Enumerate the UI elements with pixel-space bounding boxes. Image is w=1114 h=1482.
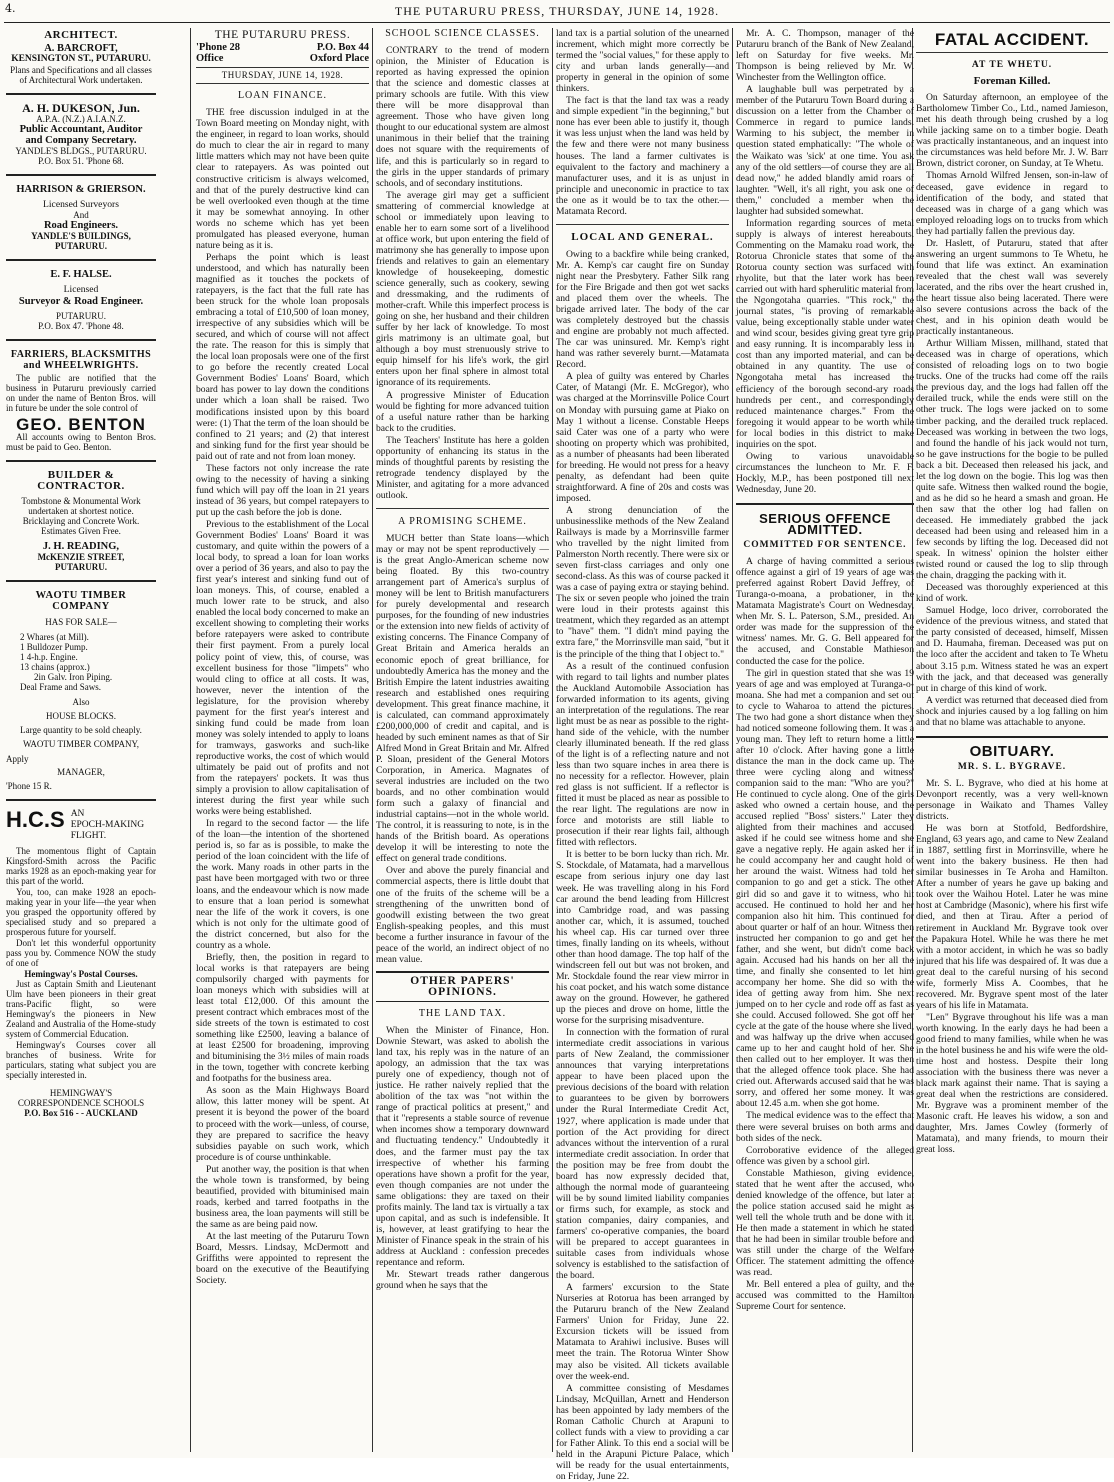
paper-title: THE PUTARURU PRESS. — [214, 29, 351, 41]
paragraph: The fact is that the land tax was a ready and simple expedient "in the beginning," but none has ever been able to justify it, though it was less unjust when the land was held by the few and there were not many business houses. The land a farmer cultivates is equivalent to the factory and machinery a manufacturer uses, and it is as unjust in principle and uneconomic in practice to tax the one as it would be to tax the other.—Matamata Record. — [556, 95, 729, 217]
paragraph: It is better to be born lucky than rich. Mr. S. Stockdale, of Matamata, had a marvellous escape from serious injury one day last week. He was travelling along in his Ford car around the bend leading from Hillcrest into Cambridge road, and was passing another car, which, it is assumed, touched his wheel cap. His car turned over three times, finally landing on its wheels, without other than hood damage. The top half of the windscreen fell out but was not broken, and Mr. Stockdale found the rear view mirror in his coat pocket, and his watch some distance away on the ground. However, he gathered up the pieces and drove on home, little the worse for the surprising misadventure. — [556, 849, 729, 1027]
ad-text: Licensed Surveyors — [43, 199, 119, 211]
phone-label: 'Phone 28 — [196, 42, 241, 54]
ad-text: WAOTU TIMBER COMPANY, — [22, 738, 140, 749]
ad-address: KENSINGTON ST., PUTARURU. — [11, 54, 151, 65]
divider — [6, 799, 156, 801]
ad-name: J. H. READING, — [42, 540, 120, 552]
paragraph: Dr. Haslett, of Putaruru, stated that after answering an urgent summons to Te Whetu, he found that life was extinct. An examination revealed that the chest wall was severely lacerated, and the ribs over the heart crushed in, the heart tissue also being lacerated. There were also severe contusions across the back of the chest, and in his opinion death would be practically instantaneous. — [916, 237, 1108, 338]
paragraph: The medical evidence was to the effect that there were several bruises on both arms and both sides of the neck. — [736, 1110, 914, 1144]
page-number: 4. — [5, 2, 16, 15]
ad-heading: ARCHITECT. — [44, 29, 118, 41]
ad-text: Licensed — [63, 284, 99, 296]
paragraph: On Saturday afternoon, an employee of the Bartholomew Timber Co., Ltd., named Jamieson, met his death through being crushed by a log while jacking same on to a timber bogie. Death was practically instantaneous, and an inquest into the circumstances was held before Mr. J. W. Barr Brown, district coroner, on Sunday, at Te Whetu. — [916, 92, 1108, 170]
article-subheading: COMMITTED FOR SENTENCE. — [743, 540, 907, 551]
office-label: Office — [196, 53, 224, 65]
list-item: 2 Whares (at Mill). — [20, 631, 89, 642]
ad-text: HAS FOR SALE— — [45, 616, 117, 627]
article-subheading: Foreman Killed. — [973, 75, 1051, 88]
ad-text: Also — [72, 696, 90, 707]
ad-heading-line: AN — [70, 808, 85, 819]
news-column-3 — [916, 28, 1108, 1456]
article-heading: A PROMISING SCHEME. — [398, 515, 527, 527]
ad-name: E. F. HALSE. — [50, 269, 112, 281]
section-heading: LOCAL AND GENERAL. — [571, 230, 714, 243]
paragraph: THE free discussion indulged in at the Town Board meeting on Monday night, with the engineer, in regard to loan works, should do much to clear the air in regard to many little matters which may not have been quite clear to ratepayers. As was pointed out constructive criticism is always welcomed, and that of the purely destructive kind can be well overlooked even though at the time it may be somewhat annoying. In other words no scheme which has yet been promulgated has pleased everyone, human nature being as it is. — [196, 107, 369, 251]
column-rule — [552, 28, 553, 1452]
paragraph: As soon as the Main Highways Board allow, this latter money will be spent. At present it is beyond the power of the board to proceed with the work—unless, of course, they are prepared to sacrifice the heavy subsidies payable on such work, which procedure is of course unthinkable. — [196, 1085, 369, 1163]
hcs-logo-icon: H.C.S — [6, 806, 65, 832]
office-value: Oxford Place — [309, 53, 369, 65]
ad-text: Plans and Specifications and all classes of Architectural Work undertaken. — [10, 65, 152, 86]
ad-name: A. BARCROFT, — [44, 43, 118, 55]
paragraph: Arthur William Missen, millhand, stated that deceased was in charge of operations, which consisted of reloading logs on to two bogie trucks. One of the trucks had come off the rails the previous day, and the logs had fallen off the derailed truck, while the ends were still on the other truck. The logs were jacked on to some timber packing, and the derailed truck replaced. Deceased was working in between the two logs, and found the handle of his jack would not turn, so he gave instructions for the bogie to be pulled back a bit. Deceased then released his jack, and let the log down on the bogie. This log was then quite safe. Witness then walked round the bogie, and as he did so he heard a smash and groan. He then saw that the other log had fallen on deceased. He immediately grabbed the jack deceased had been using and released him in a few seconds by lifting the log. Deceased did not speak. In witness' opinion the holster either twisted round or caused the log to slip through the chain, dragging the packing with it. — [916, 338, 1108, 582]
paragraph: Corroborative evidence of the alleged offence was given by a school girl. — [736, 1144, 914, 1167]
paragraph: These factors not only increase the rate owing to the necessity of having a sinking fund which will pay off the loan in 21 years instead of 36 years, but compel ratepayers to put up the cash before the job is done. — [196, 462, 369, 518]
paragraph: At the last meeting of the Putaruru Town Board, Messrs. Lindsay, McDermott and Griffiths were appointed to represent the board on the executive of the Beautifying Society. — [196, 1230, 369, 1287]
paragraph: A charge of having committed a serious offence against a girl of 19 years of age was preferred against Robert David Jeffrey, of Turanga-o-moana, a probationer, in the Matamata Magistrate's Court on Wednesday, when Mr. S. L. Paterson, S.M., presided. An order was made for the suppression of the witness' names. Mr. G. G. Bell appeared for the accused, and Constable Mathieson conducted the case for the police. — [736, 556, 914, 667]
paragraph: A committee consisting of Mesdames Lindsay, McQuillan, Arnett and Henderson has been appointed by lady members of the Roman Catholic Church at Arapuni to collect funds with a view to providing a car for Father Alink. To this end a social will be held in the Arapuni Picture Palace, which will be ready for the usual entertainments, on Friday, June 22. — [556, 1382, 729, 1482]
paragraph: "Len" Bygrave throughout his life was a man worth knowing. In the early days he had been a good friend to many families, while when he was in the hotel business he and his wife were the old-time host and hostess. Despite their long association with the business there was never a black mark against their name. That is saying a great deal when the restrictions are considered. Mr. Bygrave was a prominent member of the Masonic craft. He leaves his widow, a son and daughter, Mrs. James Cowley (formerly of Matamata), and many friends, to mourn their great loss. — [916, 1011, 1108, 1156]
list-item: Deal Frame and Saws. — [20, 681, 101, 692]
ad-text: Large quantity to be sold cheaply. — [20, 724, 142, 735]
paragraph: A strong denunciation of the unbusinesslike methods of the New Zealand Railways is made by a Morrinsville farmer who travelled by the night limited from Palmerston North recently. There were six or seven first-class carriages and only one second-class. As this was of course packed it was a case of paying extra or staying behind. The six or seven people who joined the train were loud in their protests against this treatment, which they regarded as an attempt to "have" them. "I didn't mind paying the extra fare," the Morrinsville man said, "but it is the principle of the thing that I object to." — [556, 504, 729, 660]
paragraph: CONTRARY to the trend of modern opinion, the Minister of Education is reported as having expressed the opinion that the science and domestic classes at primary schools are futile. With this view there will be more disapproval than agreement. Those who have given long thought to our educational system are almost unanimous in their belief that the training does not square with the requirements of life, and this is particularly so in regard to the girls in the upper standards of primary schools, and of secondary institutions. — [376, 45, 549, 189]
ad-text: And — [73, 210, 89, 221]
news-column-2 — [736, 28, 914, 1456]
ad-text: All accounts owing to Benton Bros. must be paid to Geo. Benton. — [6, 431, 156, 452]
list-item: 1 Bulldozer Pump. — [20, 641, 88, 652]
ad-text: The public are notified that the business in Putaruru previously carried on under the name of Benton Bros. will in future be under the sole control of — [6, 372, 156, 413]
column-rule — [732, 28, 733, 1452]
ad-halse — [6, 269, 156, 330]
paragraph: As a result of the continued confusion with regard to tail lights and number plates the Auckland Automobile Association has forwarded information to its agents, giving an interpretation of the regulations. The rear light must be as near as possible to the right-hand side of the vehicle, with the number clearly illuminated beneath. If the red glass of the light is of a reflecting nature and not less than two square inches in area there is no necessity for a reflector. However, plain red glass is not sufficient. If a reflector is fitted it must be placed as near as possible to the rear light. The regulations are now in force and motorists are still liable to prosecution if their rear lights fail, although fitted with reflectors. — [556, 660, 729, 849]
list-item: 1 4-h.p. Engine. — [20, 651, 78, 662]
ad-hemingway — [6, 806, 156, 1118]
paragraph: The girl in question stated that she was 19 years of age and was employed at Turanga-o-moana. She had met a companion and set out to cycle to Waharoa to attend the pictures. The two had gone a short distance when they had noticed someone following them. It was a young man. They left to return home a little after 10 o'clock. After having gone a little distance the man in the dock came up. The three were cycling along and witness' companion said to the man: "Who are you?" He continued to cycle along. One of the girls asked who owned a certain house, and the accused replied "Boss' sisters." Later they alighted from their machines and accused asked if he could see witness home and she gave a negative reply. He again asked her if he could accompany her and caught hold of her around the waist. Witness had told her companion to go and get a stick. The other girl did so and gave it to witness, who hit accused. He continued to hold her and her companion also hit him. This continued for about quarter or half of an hour. Witness then instructed her companion to go and get her father, and she went, but didn't come back again. Accused had his hands on her all the time, and finally she consented to let him accompany her home. She did so with the idea of getting away from him. She next jumped on to her cycle and rode off as fast as she could. Accused followed. She got off her cycle at the gate of the house where she lived, and was halfway up the drive when accused came up to her and caught hold of her. She then called out to her employer. It was then that the alleged offence took place. She had cried out. Afterwards accused said that he was sorry, and offered her some money. It was about 12.45 a.m. when she got home. — [736, 667, 914, 1110]
ad-reading — [6, 470, 156, 572]
paragraph: Deceased was thoroughly experienced at this kind of work. — [916, 582, 1108, 605]
ad-heading — [71, 809, 144, 842]
ad-heading: WAOTU TIMBER COMPANY — [35, 589, 127, 612]
ad-architect — [6, 30, 156, 85]
paragraph: A progressive Minister of Education would be fighting for more advanced tuition of a useful nature rather than be harking back to the crudities. — [376, 389, 549, 434]
masthead: THE PUTARURU PRESS, THURSDAY, JUNE 14, 1928. — [394, 4, 720, 18]
hcs-header — [6, 806, 156, 842]
divider — [556, 224, 729, 225]
article-headline: SERIOUS OFFENCE ADMITTED. — [759, 510, 891, 538]
paragraph: In regard to the second factor — the life of the loan—the intention of the shortened period is, so far as is possible, to make the period of the loan coincident with the life of the work. Many roads in other parts in the past have been mortgaged with two or three loans, and the endeavour which is now made to ensure that a loan period is somewhat near the life of the work it covers, is one which is not only for the ultimate good of the district concerned, but also for the country as a whole. — [196, 818, 369, 951]
article-heading: LOAN FINANCE. — [237, 90, 328, 102]
paragraph: Briefly, then, the position in regard to local works is that ratepayers are being compulsorily charged with payments for loan moneys which with subsidies will at least total £12,000. Of this amount the present contract which embraces most of the side streets of the town is estimated to cost something like £2500, leaving a balance of at least £2500 for broadening, improving and bituminising the 3½ miles of main roads in the town, together with concrete kerbing and footpaths for the business area. — [196, 951, 369, 1085]
paragraph: Mr. Stewart treads rather dangerous ground when he says that the — [376, 1269, 549, 1292]
ad-harrison — [6, 184, 156, 251]
paragraph: Mr. Bell entered a plea of guilty, and the accused was committed to the Hamilton Supreme Court for sentence. — [736, 1279, 914, 1313]
ad-benton — [6, 349, 156, 452]
ad-heading-line: FLIGHT. — [70, 830, 107, 841]
article-subheading: AT TE WHETU. — [971, 60, 1053, 71]
ad-text: Apply — [6, 753, 29, 764]
paragraph: Just as Captain Smith and Lieutenant Ulm have been pioneers in their great trans-Pacific flight, so were Hemingway's the pioneers in New Zealand and Australia of the Home-study system of Commercial Education. — [6, 978, 156, 1039]
paragraph: Don't let this wonderful opportunity pass you by. Commence NOW the study of one of — [6, 937, 156, 968]
ad-footer — [6, 1088, 156, 1118]
divider — [916, 52, 1108, 53]
ad-text: MANAGER, — [57, 766, 105, 777]
ad-text: YANDLE'S BUILDINGS, — [31, 231, 131, 242]
ad-text: Tombstone & Monumental Work — [21, 495, 141, 506]
ad-text: Hemingway's Postal Courses. — [24, 968, 138, 979]
paragraph: A verdict was returned that deceased died from shock and injuries caused by a log falling on him and that no blame was attachable to anyone. — [916, 694, 1108, 728]
paragraph: Samuel Hodge, loco driver, corroborated the evidence of the previous witness, and stated that the party consisted of deceased, himself, Missen and D. Haumaha, fireman. Deceased was put on the loco after the accident and taken to Te Whetu about 3.15 p.m. Witness stated he was an expert with the jack, and that deceased was generally put in charge of this kind of work. — [916, 605, 1108, 694]
paragraph: Put another way, the position is that when the whole town is transformed, by being beautified, provided with bituminised main roads, kerbed and tarred footpaths in the business area, the loan payments will still be the same as are being paid now. — [196, 1163, 369, 1230]
paragraph: He was born at Stotfold, Bedfordshire, England, 63 years ago, and came to New Zealand in 1887, settling first in Morrinsville, where he went into the bakery business. He then had similar businesses in Te Aroha and Hamilton. After a number of years he gave up baking and took over the Waihou Hotel. Later he was mine host at Cambridge (Masonic), where his first wife died, and then at Tirau. After a period of retirement in Auckland Mr. Bygrave took over the Papakura Hotel. While he was there he met with a motor accident, in which he was so badly injured that his life was despaired of. It was due a great deal to the careful nursing of his second wife, formerly Miss A. Coombes, that he recovered. Mr. Bygrave spent most of the later years of his life in Matamata. — [916, 823, 1108, 1011]
ad-address: McKENZIE STREET, — [37, 551, 125, 562]
ad-footer-line: CORRESPONDENCE SCHOOLS — [17, 1097, 145, 1108]
paragraph: Previous to the establishment of the Local Government Bodies' Loans' Board it was customary, and quite within the powers of a local body, to spread a loan for loan works over a period of 36 years, and also to pay the first year's interest and sinking fund out of loan moneys. This, of course, enabled a much lower rate to be struck, and also enabled the local body concerned to make an excellent showing to completing their works before ratepayers were asked to contribute their first payment. From a purely local policy point of view, this, of course, was excellent business for those "limpets" who would cling to office at all costs. It was, however, never the intention of the legislature, for the provision whereby payment for the first year's interest and sinking fund could be made from loan money was solely intended to apply to loans for tramways, gasworks and such-like reproductive works, the cost of which would ultimately be paid out of profits and not from the ratepayers' pockets. It was thus simply a provision to allow capitalisation of interest during the first year while such works were being established. — [196, 518, 369, 818]
article-subheading: MR. S. L. BYGRAVE. — [957, 761, 1067, 772]
ad-text: 'Phone 15 R. — [6, 780, 52, 791]
ad-item-list — [6, 632, 156, 692]
ad-name: GEO. BENTON — [16, 414, 146, 434]
ad-text: A.P.A. (N.Z.) A.I.A.N.Z. — [36, 114, 126, 125]
masthead-rule — [4, 22, 1110, 23]
paragraph: Mr. A. C. Thompson, manager of the Putaruru branch of the Bank of New Zealand, left on Saturday for five weeks. Mr. Thompson is being relieved by Mr. W. Winchester from the Wellington office. — [736, 28, 914, 84]
ad-text: HOUSE BLOCKS. — [45, 710, 116, 721]
paper-office-row — [196, 53, 369, 64]
ad-text: undertaken at shortest notice. Bricklaying and Concrete Work. Estimates Given Free. — [22, 505, 140, 536]
paragraph: MUCH better than State loans—which may or may not be spent reproductively — is the great Anglo-American scheme now being floated. By this two-country arrangement part of America's surplus of money will be lent to British manufacturers for purely developmental and research purposes, for the founding of new industries or the extension into new fields of activity of existing concerns. The Finance Company of Great Britain and America heralds an economic epoch of great brilliance, for undoubtedly America has the money and the British Empire the latent industries awaiting research and established ones requiring development. This great finance machine, it is calculated, can command approximately £200,000,000 of credit and capital, and is headed by such eminent names as that of Sir Alfred Mond in Great Britain and Mr. Alfred P. Sloan, president of the General Motors Corporation, in America. Magnates of several industries are included on the two boards, and no other combination would form such a galaxy of financial and industrial captains—not in the whole world. The control, it is reassuring to note, is in the hands of the British board. As operations develop it will be interesting to note the effect on general trade conditions. — [376, 533, 549, 865]
paragraph: You, too, can make 1928 an epoch-making year in your life—the year when you grasped the opportunity offered by specialised study and so prepared a prosperous future for yourself. — [6, 886, 156, 937]
paragraph: A plea of guilty was entered by Charles Cater, of Matangi (Mr. E. McGregor), who was charged at the Morrinsville Police Court on Monday with pursuing game at Piako on May 1 without a license. Constable Heeps said Cater was one of a party who were shooting on property which was prohibited, as a number of pheasants had been liberated for breeding. He would not press for a heavy penalty, as defendant had been quite straightforward. A fine of 20s and costs was imposed. — [556, 371, 729, 504]
list-item: 2in Galv. Iron Piping. — [34, 671, 113, 682]
article-heading: SCHOOL SCIENCE CLASSES. — [385, 28, 540, 39]
ad-text: and Company Secretary. — [25, 135, 137, 147]
ad-text: PUTARURU. — [55, 310, 107, 321]
divider — [6, 93, 156, 95]
article-heading: THE LAND TAX. — [418, 1007, 507, 1019]
paragraph: Owing to various unavoidable circumstances the luncheon to Mr. F. F. Hockly, M.P., has been postponed till next Wednesday, June 20. — [736, 450, 914, 495]
paragraph: Thomas Arnold Wilfred Jensen, son-in-law of deceased, gave evidence in regard to identification of the body, and stated that deceased was in charge of a gang which was employed reloading logs on to trucks from which they had partially fallen the previous day. — [916, 170, 1108, 237]
ad-name: A. H. DUKESON, Jun. — [22, 101, 140, 116]
paragraph: The Teachers' Institute has here a golden opportunity of enhancing its status in the minds of thoughtful parents by resisting the retrograde tendency displayed by the Minister, and agitating for a more advanced outlook. — [376, 434, 549, 501]
ad-address: PUTARURU. — [54, 561, 108, 572]
ad-heading: BUILDER & CONTRACTOR. — [37, 468, 125, 492]
paragraph: A farmers' excursion to the State Nurseries at Rotorua has been arranged by the Putaruru branch of the New Zealand Farmers' Union for Friday, June 22. Excursion tickets will be issued from Matamata to Arahiwi inclusive. Buses will meet the train. The Rotorua Winter Show may also be visited. All tickets available over the week-end. — [556, 1282, 729, 1382]
article-body — [196, 107, 369, 1286]
divider — [6, 580, 156, 582]
paragraph: Perhaps the point which is least understood, and which has naturally been magnified as it touches the pockets of ratepayers, is the fact that the full rate has been struck for the whole loan proposals embracing a total of £10,500 of loan money, irrespective of any subsidies which will be secured, and which of course will not affect the rate. The reason for this is simply that the local loan proposals were one of the first to go before the recently created Local Government Bodies' Loans' Board, which board has power to lay down the conditions under which a loan shall be raised. Two modifications insisted upon by this board were: (1) That the term of the loan should be confined to 21 years; and (2) that interest and sinking fund for the first year should be paid out of rate and not from loan money. — [196, 251, 369, 462]
ad-text: PUTARURU. — [54, 241, 108, 252]
paragraph: In connection with the formation of rural intermediate credit associations in various parts of New Zealand, the commissioner announces that varying interpretations appear to have been placed upon the previous decisions of the board with relation to guarantees to be given by borrowers under the Rural Intermediate Credit Act, 1927, where application is made under that portion of the Act providing for direct advances without the intervention of a rural intermediate credit association. In order that the position may be free from doubt the board has now expressly decided that, although the normal mode of guaranteeing will be by sound limited liability companies or firms such, for example, as stock and station companies, dairy companies, and farmers' co-operative companies, the board will be prepared to accept guarantees in suitable cases from individuals whose solvency is established to the satisfaction of the board. — [556, 1027, 729, 1282]
paragraph: Owing to a backfire while being cranked, Mr. A. Kemp's car caught fire on Sunday night near the Presbytery. Father Silk rang for the Fire Brigade and then got wet sacks and placed them over the wheels. The brigade arrived later. The body of the car was completely destroyed but the chassis and engine are probably not much affected. The car was uninsured. Mr. Kemp's right hand was rather severely burnt.—Matamata Record. — [556, 248, 729, 371]
advertisements-column — [6, 28, 156, 1456]
paragraph: Constable Mathieson, giving evidence, stated that he went after the accused, who denied knowledge of the offence, but later at the police station accused said he might as well tell the whole truth and be done with it. He then made a statement in which he stated that he had been in similar trouble before and was still under the charge of the Welfare Officer. The statement admitting the offence was read. — [736, 1167, 914, 1279]
ad-text: Road Engineers. — [43, 220, 119, 232]
ad-address: YANDLE'S BLDGS., PUTARURU. — [15, 146, 147, 157]
divider — [6, 460, 156, 462]
ad-dukeson — [6, 103, 156, 166]
editorial-date: THURSDAY, JUNE 14, 1928. — [196, 67, 369, 84]
ad-text: Surveyor & Road Engineer. — [18, 295, 144, 307]
article-headline: FATAL ACCIDENT. — [934, 30, 1090, 49]
paragraph: Mr. S. L. Bygrave, who died at his home at Devonport recently, was a very well-known personage in Waikato and Thames Valley districts. — [916, 777, 1108, 823]
paragraph: A laughable bull was perpetrated by a member of the Putaruru Town Board during a discussion on a letter from the Chamber of Commerce in regard to pumice lands. Warming to his subject, the member in question stated emphatically: "The whole of the Waikato was 'sick' at one time. You ask any of the old settlers—of course they are all dead now," he added blandly amid roars of laughter. "Well, it's all right, you ask one of them," concluded a member when the laughter had subsided somewhat. — [736, 84, 914, 217]
ad-waotu — [6, 590, 156, 791]
paper-phone-row — [196, 42, 369, 53]
paragraph: When the Minister of Finance, Hon. Downie Stewart, was asked to abolish the land tax, his reply was in the nature of an apology, an admission that the tax was purely one of expediency, though not of justice. He rather naively replied that the abolition of the tax was "not within the range of practical politics at present," and that it "represents a stable source of revenue when incomes show a temporary downward and fluctuating tendency." Undoubtedly it does, and the farmer must pay the tax irrespective of whether his farming operations have shown a profit for the year, even though companies are not under the same obligations: they are taxed on their profits mainly. The land tax is virtually a tax upon capital, and as such is indefensible. It is, however, at least gratifying to hear the Minister of Finance speak in the strain of his address at Auckland : confession precedes repentance and reform. — [376, 1024, 549, 1268]
divider — [6, 174, 156, 176]
divider — [6, 339, 156, 341]
divider — [736, 503, 914, 505]
paragraph: Over and above the purely financial and commercial aspects, there is little doubt that one of the fruits of the scheme will be a strengthening of the unwritten bond of goodwill existing between the two great English-speaking peoples, and this must become a further insurance in favour of the peace of the world, an indirect object of no mean value. — [376, 865, 549, 965]
list-item: 13 chains (approx.) — [20, 661, 90, 672]
ad-po: P.O. Box 51. 'Phone 68. — [38, 156, 124, 167]
editorial-column — [196, 28, 369, 1456]
paragraph: Hemingway's Courses cover all branches of business. Write for particulars, stating what subject you are specially interested in. — [6, 1039, 156, 1080]
ad-heading: FARRIERS, BLACKSMITHS and WHEELWRIGHTS. — [10, 348, 152, 371]
editorial-column-2 — [376, 28, 549, 1456]
column-rule — [190, 28, 191, 1452]
article-headline: OBITUARY. — [969, 742, 1055, 760]
ad-footer-line: HEMINGWAY'S — [49, 1087, 113, 1098]
column-rule — [372, 28, 373, 1452]
divider — [376, 508, 549, 509]
paragraph: The momentous flight of Captain Kingsford-Smith across the Pacific marks 1928 as an epoch-making year for this part of the world. — [6, 845, 156, 886]
ad-text: Public Accountant, Auditor — [19, 124, 143, 136]
news-column — [556, 28, 729, 1482]
ad-po: P.O. Box 47. 'Phone 48. — [38, 320, 124, 331]
ad-name: HARRISON & GRIERSON. — [16, 184, 146, 196]
ad-footer-line: P.O. Box 516 - - AUCKLAND — [24, 1107, 138, 1118]
paragraph: The average girl may get a sufficient smattering of commercial knowledge at school or immediately upon leaving to enable her to earn some sort of a livelihood at office work, but upon entering the field of matrimony she has generally to impose upon friends and relatives to gain an elementary knowledge of housekeeping, domestic science generally, such as cookery, sewing and dressmaking, and the rudiments of mother-craft. While this imperfect process is going on she, her husband and their children suffer by her lack of knowledge. To most girls matrimony is an ultimate goal, but although a boy must strenuously strive to equip himself for his life's work, the girl enters upon her final sphere in almost total ignorance of its requirements. — [376, 189, 549, 389]
phone-value: P.O. Box 44 — [316, 42, 369, 54]
divider — [6, 259, 156, 261]
ad-heading-line: EPOCH-MAKING — [70, 819, 145, 830]
paragraph: land tax is a partial solution of the unearned increment, which might more correctly be termed the "social values," for these apply to city and urban lands generally—and property in general in the opinion of some thinkers. — [556, 28, 729, 95]
section-heading: OTHER PAPERS' OPINIONS. — [376, 971, 549, 1002]
paragraph: Information regarding sources of metal supply is always of interest hereabouts. Commenting on the Mamaku road work, the Rotorua Chronicle states that some of the Rotorua county section was surfaced with rhyolite, but that the later work has been carried out with hard spherulitic material from the Ngongotaha quarries. "This rock," the journal states, "is proving of remarkable value, being exceptionally stable under water and wind scour, besides giving great tyre grip and easy running. It is incomparably less in cost than any imported material, and can be obtained in any quantity. The use of Ngongotaha metal has increased the efficiency of the borough second-ary roads hundreds per cent., and correspondingly reduced maintenance charges." From the foregoing it would appear to be worth while for local bodies in this district to make inquiries on the spot. — [736, 217, 914, 450]
divider — [916, 736, 1108, 738]
